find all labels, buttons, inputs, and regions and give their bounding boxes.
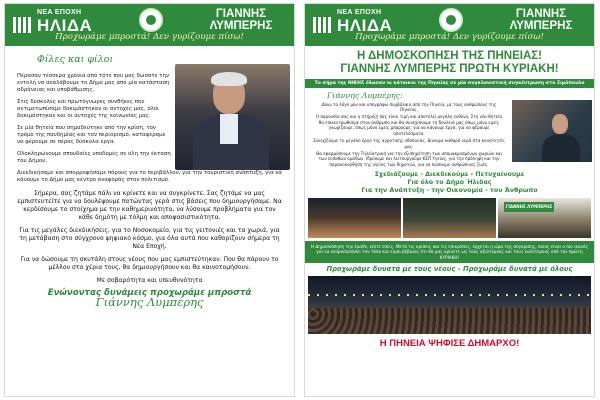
party-small-label: ΝΕΑ ΕΠΟΧΗ bbox=[37, 9, 82, 16]
final-headline: Η ΠΗΝΕΙΑ ΨΗΦΙΣΕ ΔΗΜΑΡΧΟ! bbox=[379, 338, 520, 350]
motto-line: Για όλο το Δήμο Ήλιδας bbox=[407, 178, 492, 186]
party-main-label: ΗΛΙΔΑ bbox=[337, 16, 393, 35]
closing-paragraph: Για τις μεγάλες διεκδικήσεις, για το Νοσοκομείο, για τις γειτονιές και τα χωριά, για τη μετάβαση στο σύγχρονο ψηφιακό κόσμο, για όλα αυτά που καθορίζουν σήμερα τη Νέα Εποχή. bbox=[19, 227, 280, 250]
crowd-photo bbox=[498, 198, 591, 238]
closing-paragraph: Σήμερα, σας ζητάμε πάλι να κρίνετε και να συγκρίνετε. Σας ζητάμε να μας εμπιστευτείτε για να δουλέψουμε πατώντας γερά στις βάσεις που δημιουργήσαμε. Να κερδίσουμε το στοίχημα με την καθημερινότητα, να λύσουμε προβλήματα για τον κάθε δημότη με τόλμη και αποφασιστικότητα. bbox=[17, 190, 282, 221]
headline-line2: ΓΙΑΝΝΗΣ ΛΥΜΠΕΡΗΣ ΠΡΩΤΗ ΚΥΡΙΑΚΗ! bbox=[340, 63, 559, 75]
salutation: Φίλες και φίλοι bbox=[37, 54, 114, 65]
candidate-photo bbox=[175, 64, 290, 170]
quote-paragraph: Συνεχίζουμε το μεγάλο έργο της αγροτικής οδοποιίας. Δίνουμε καθαρό νερό στα κοινότητές μας. bbox=[313, 138, 505, 149]
intro-paragraph: Ολοκληρώνουμε σπουδαίες υποδομές σε όλη την έκταση του Δήμου. bbox=[17, 151, 171, 164]
night-rally-photo bbox=[308, 276, 591, 334]
municipality-emblem-icon bbox=[139, 8, 163, 32]
right-header bbox=[305, 4, 594, 46]
columns-icon bbox=[313, 17, 335, 33]
closing-paragraph: Με σοβαρότητα και υπευθυνότητα bbox=[96, 277, 203, 284]
signature: Γιάννης Λυμπέρης bbox=[95, 295, 204, 309]
intro-paragraph: Στις δύσκολες και πρωτόγνωρες συνθήκες που αντιμετωπίσαμε δοκιμάστηκαν οι αντοχές μας, όλοι δοκιμάστηκαν και οι αντοχές της κοινωνίας μας. bbox=[17, 99, 159, 119]
motto-line: Για την Ανάπτυξη - την Οικονομία - τον Άνθρωπο bbox=[361, 186, 538, 194]
header-slogan: Προχωράμε μπροστά! Δεν γυρίζουμε πίσω! bbox=[355, 32, 544, 42]
call-to-action: Προχωράμε δυνατά με τους νέους - Προχωράμε δυνατά με όλους bbox=[326, 265, 573, 274]
crowd-photo-strip bbox=[308, 198, 591, 238]
subheadline-band: Το σήμα της ΝΙΚΗΣ έδωσαν οι κάτοικοι της Πηνείας σε μία συγκλονιστική συγκέντρωση στο Σιμόπουλο bbox=[305, 79, 594, 88]
headline-line1: Η ΔΗΜΟΣΚΟΠΗΣΗ ΤΗΣ ΠΗΝΕΙΑΣ! bbox=[356, 50, 543, 62]
municipality-emblem-icon bbox=[439, 8, 463, 32]
right-leaflet-page bbox=[304, 3, 595, 397]
candidate-last-name: ΛΥΜΠΕΡΗΣ bbox=[209, 20, 273, 32]
quote-paragraph: Η παρουσία σας και η στήριξή σας είναι τιμή και αποτελεί μεγάλη ευθύνη. Στη νέα θητεία θα επικεντρωθούμε στον άνθρωπο και θα συνεχίσουμε τη δουλειά μας όπως μόνο εμείς γνωρίζουμε, όπως μόνο εμείς μπορούμε, για να κάνουμε έργα, για να φέρουμε αποτελέσματα. bbox=[315, 114, 503, 136]
motto-block bbox=[305, 171, 594, 195]
survey-statement: Η Δημοσκόπηση την έμαθε, είστε εσείς. Μετά τις κρίσεις και τις επικρίσεις, έρχεται η ώρα της σύγκρισης, ποιος είναι ο πιο ικανός για να εκπροσωπήσει τον τόπο και είμαι βέβαιος ότι θα μας κρίνετε ως τους αξιότερους και τους καλύτερους από την πρώτη ΚΥΡΙΑΚΗ! bbox=[305, 241, 594, 264]
rally-photo bbox=[512, 100, 592, 162]
left-header bbox=[5, 4, 294, 46]
candidate-name bbox=[196, 8, 286, 32]
candidate-last-name: ΛΥΜΠΕΡΗΣ bbox=[509, 20, 573, 32]
quote-paragraph: Δίνω το λόγο μου και υπογράφω συμβόλαιο από την Πηνεία, με τους ανθρώπους της Πηνείας. bbox=[321, 101, 497, 113]
party-small-label: ΝΕΑ ΕΠΟΧΗ bbox=[337, 9, 382, 16]
intro-paragraph: Πέρασαν τέσσερα χρόνια από τότε που μας δώσατε την εντολή να αναλάβουμε το Δήμο μας από μία κατάσταση αδράνειας και υποβάθμισης. bbox=[17, 73, 170, 93]
party-main-label: ΗΛΙΔΑ bbox=[37, 16, 93, 35]
closing-paragraphs bbox=[17, 190, 282, 285]
header-slogan: Προχωράμε μπροστά! Δεν γυρίζουμε πίσω! bbox=[55, 32, 244, 42]
sign-motto: Ενώνοντας δυνάμεις προχωράμε μπροστά bbox=[47, 288, 252, 298]
quote-speaker: Γιάννης Λυμπέρης: bbox=[327, 91, 403, 100]
closing-paragraph: Για να δώσουμε τη σκυτάλη στους νέους που μας εμπιστεύτηκαν. Που θα πάρουν το μέλλον στα χέρια τους, θα δημιουργήσουν και θα καινοτομήσουν. bbox=[20, 256, 279, 271]
columns-icon bbox=[13, 17, 35, 33]
quote-text bbox=[309, 102, 509, 168]
headline bbox=[305, 50, 594, 76]
candidate-first-name: ΓΙΑΝΝΗΣ bbox=[215, 8, 267, 20]
left-leaflet-page bbox=[4, 3, 295, 397]
intro-paragraph: Σε μία θητεία που σημαδεύτηκε από την κρίση, τον τρόμο της πανδημίας και τον περιορισμό, καταφέραμε να φέρουμε σε πέρας δύσκολα έργα. bbox=[17, 125, 166, 145]
quote-paragraph: Θα εφαρμόσουμε την Τηλεϊατρική για την εξυπηρέτηση των απομακρυσμένων χωριών και των ευπαθών ομάδων. Ιδρύουμε και λειτουργούμε ΚΕΠ Υγείας, για την πρόληψη και την παρακολούθηση της υγείας των δημοτών, για να σώσουμε ανθρώπινες ζωές. bbox=[316, 150, 502, 167]
crowd-photo bbox=[308, 198, 401, 238]
motto-line: Σχεδιάζουμε - Διεκδικούμε - Πετυχαίνουμε bbox=[374, 170, 525, 178]
crowd-photo bbox=[403, 198, 496, 238]
candidate-name bbox=[496, 8, 586, 32]
candidate-first-name: ΓΙΑΝΝΗΣ bbox=[515, 8, 567, 20]
campaign-banner: ΓΙΑΝΝΗΣ ΛΥΜΠΕΡΗΣ bbox=[504, 202, 554, 212]
intro-paragraph: Διεκδικήσαμε και απορροφήσαμε πόρους για το περιβάλλον, για την τουριστική ανάπτυξη, για να κάνουμε το Δήμο μας κέντρο αναφοράς στον πολιτισμό. bbox=[17, 170, 282, 183]
